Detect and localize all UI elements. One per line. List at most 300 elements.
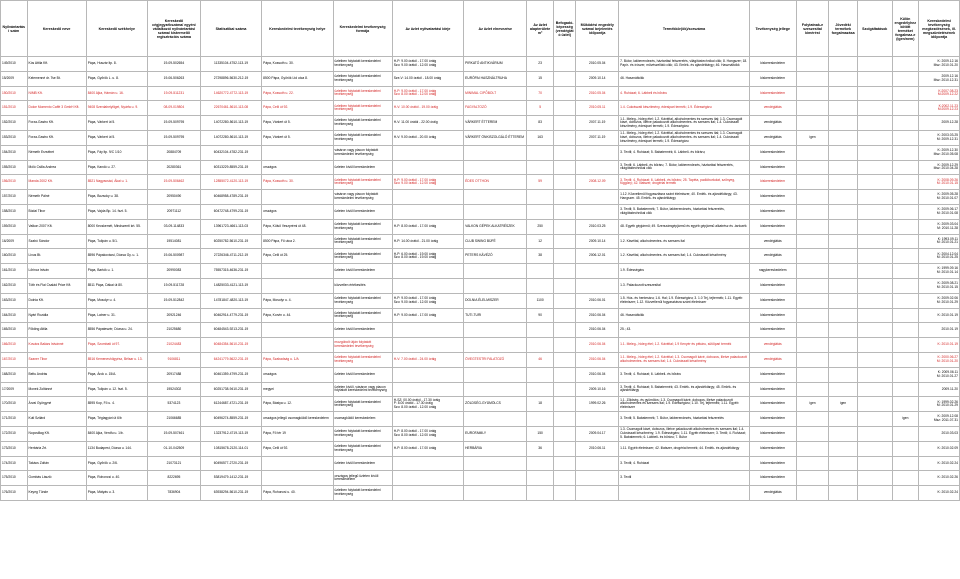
cell-dates: 2009.11.20	[919, 382, 960, 397]
cell-form: üzletben folytatott kereskedelmi tevékenység	[333, 308, 392, 323]
column-header: Kereskedelmi tevékenység megkezdésének, ill. megszüntetésének időpontja	[919, 1, 960, 57]
cell-place: Pápa, Várkert út 5.	[262, 130, 333, 145]
cell-excise	[829, 352, 858, 367]
cell-alc: igen	[796, 397, 829, 412]
cell-products: 3. Textil; 4. Ruházat	[619, 456, 750, 471]
cell-date: 2007.11.19	[576, 116, 619, 131]
cell-area: 12	[527, 234, 554, 249]
cell-seat: Pápa, Rohoncsi u. 40.	[86, 471, 147, 486]
cell-type: vendéglátás	[749, 249, 796, 264]
cell-shop: EURÓPAI HASZNÁLTRUHA	[464, 71, 527, 86]
cell-place	[262, 471, 333, 486]
cell-stat: 14825033-4121-113-19	[200, 278, 261, 293]
cell-form: üzleten kívüli kereskedelem	[333, 456, 392, 471]
cell-type: kiskereskedelem	[749, 219, 796, 234]
cell-serv	[857, 367, 892, 382]
table-row[interactable]	[1, 412, 960, 427]
cell-area: 250	[527, 219, 554, 234]
table-row[interactable]	[1, 57, 960, 72]
cell-alc	[796, 293, 829, 308]
cell-stat: 60251738-9410-231-19	[200, 382, 261, 397]
cell-seat: Pápa, Tulipán u. 12. fszt. 5.	[86, 382, 147, 397]
cell-name: Takács Zoltán	[27, 456, 86, 471]
table-row[interactable]	[1, 293, 960, 308]
cell-shop	[464, 145, 527, 160]
column-header: Külön engedélyhez kötött terméket forgalmaz-e (igen/nem)	[892, 1, 919, 57]
cell-hours: H-V: 11.00 órától - 22.00 óráig	[392, 116, 463, 131]
cell-serv	[857, 412, 892, 427]
cell-seat: 8516 Kemeneshőgyész, Bélsar u. 13.	[86, 352, 147, 367]
cell-reg: 20280361	[147, 160, 200, 175]
cell-products: 3. Textil; 5. Babatermék; 7. Bútor, lakberendezés, háztartási felszerelés	[619, 412, 750, 427]
cell-excise	[829, 116, 858, 131]
cell-date	[576, 145, 619, 160]
cell-excise	[829, 71, 858, 86]
column-header: Termékkör(ök)/sorszáma	[619, 1, 750, 57]
cell-dates: K: 2008.09.26 M: 2010.01.15	[919, 175, 960, 190]
cell-shop: DOLNIA ÉLELMISZER	[464, 293, 527, 308]
table-row[interactable]	[1, 456, 960, 471]
cell-serv	[857, 71, 892, 86]
cell-no: 164/2010	[1, 308, 28, 323]
table-row[interactable]	[1, 382, 960, 397]
cell-place: 8500 Pápa, Fő utca 2.	[262, 234, 333, 249]
cell-dates: K: 2010.02.26	[919, 471, 960, 486]
cell-cap	[553, 471, 575, 486]
cell-date: 2009.10.14	[576, 71, 619, 86]
cell-shop	[464, 456, 527, 471]
cell-special	[892, 219, 919, 234]
cell-hours: H-P: 8.00 órától - 17.00 óráig Szo: 8.00 órától - 12.00 óráig	[392, 426, 463, 441]
cell-form: csomagküldő kereskedelem	[333, 412, 392, 427]
cell-place: országos	[262, 160, 333, 175]
cell-date: 2010.06.11	[576, 441, 619, 456]
cell-stat: 11335104-4752-113-19	[200, 57, 261, 72]
cell-special	[892, 160, 919, 175]
cell-name: Szaner Tibor	[27, 352, 86, 367]
cell-stat: 60468958-4789-231-19	[200, 190, 261, 205]
table-row[interactable]	[1, 249, 960, 264]
table-body	[1, 57, 960, 501]
cell-hours: H-P: 9.00 órától - 17.00 óráig	[392, 308, 463, 323]
cell-hours: H-V: 10.00 órától - 19.00 óráig	[392, 101, 463, 116]
cell-no: 175/2010	[1, 471, 28, 486]
cell-name: Forza-Gastro Kft.	[27, 130, 86, 145]
cell-name: Németh Erzsébet	[27, 145, 86, 160]
cell-cap	[553, 219, 575, 234]
cell-form: vásáron vagy piacon folytatott kereskedelmi tevékenység	[333, 190, 392, 205]
table-row[interactable]	[1, 352, 960, 367]
cell-area: 38	[527, 249, 554, 264]
table-row[interactable]	[1, 101, 960, 116]
cell-serv	[857, 249, 892, 264]
cell-dates: K: 2010.02.24	[919, 486, 960, 501]
cell-seat: Pápa, Árok u. 15/A.	[86, 367, 147, 382]
cell-reg: 19-09-509795	[147, 130, 200, 145]
cell-reg: 19-09-502654	[147, 57, 200, 72]
cell-products: 1.1. Meleg-, hideg étel; 1.2. Kávéital; 1.9 Kenyér és pékáru, sütőipari termék	[619, 338, 750, 353]
cell-form: vásáron vagy piacon folytatott kereskedelmi tevékenység	[333, 145, 392, 160]
cell-form: üzleten kívüli kereskedelem	[333, 264, 392, 279]
cell-alc	[796, 426, 829, 441]
cell-no: 149/2010	[1, 57, 28, 72]
cell-stat: 14781847-4820-113-19	[200, 293, 261, 308]
cell-no: 17/2009	[1, 382, 28, 397]
cell-cap	[553, 145, 575, 160]
cell-special	[892, 352, 919, 367]
table-row[interactable]	[1, 367, 960, 382]
cell-alc	[796, 57, 829, 72]
cell-type: kiskereskedelem	[749, 278, 796, 293]
cell-no: 173/2010	[1, 441, 28, 456]
cell-serv	[857, 323, 892, 338]
cell-cap	[553, 190, 575, 205]
cell-dates: K: 2009.02.06 M: 2010.01.29	[919, 293, 960, 308]
cell-seat: Pápa, Győrök u. 2/6.	[86, 456, 147, 471]
cell-shop: MINIMAL CIPŐBOLT	[464, 86, 527, 101]
table-row[interactable]	[1, 308, 960, 323]
cell-date: 2008.12.09	[576, 175, 619, 190]
cell-special: igen	[892, 412, 919, 427]
cell-name: Németh Pálné	[27, 190, 86, 205]
cell-hours	[392, 486, 463, 501]
cell-date: 2009.10.16	[576, 382, 619, 397]
cell-excise	[829, 426, 858, 441]
cell-name: Valkon 2007 Kft.	[27, 219, 86, 234]
cell-form: üzletben folytatott kereskedelmi tevékenység	[333, 426, 392, 441]
cell-shop	[464, 278, 527, 293]
cell-seat: Pápa, Kandó u. 27.	[86, 160, 147, 175]
cell-serv	[857, 338, 892, 353]
table-row[interactable]	[1, 86, 960, 101]
cell-date	[576, 486, 619, 501]
table-row[interactable]	[1, 234, 960, 249]
cell-hours: H-V: 7.00 órától - 24.00 óráig	[392, 352, 463, 367]
cell-form: üzletben folytatott kereskedelmi tevékenység	[333, 441, 392, 456]
cell-form: üzleten kívüli kereskedelem	[333, 160, 392, 175]
cell-area	[527, 412, 554, 427]
cell-area: 90	[527, 308, 554, 323]
cell-special	[892, 471, 919, 486]
cell-alc	[796, 71, 829, 86]
cell-hours	[392, 204, 463, 219]
cell-alc	[796, 101, 829, 116]
cell-reg: 9106811	[147, 352, 200, 367]
cell-place	[262, 338, 333, 353]
cell-type: kiskereskedelem	[749, 308, 796, 323]
cell-products: 7. Bútor, lakberendezés, háztartási felszerelés, világítástechnikai cikk; 8. Hangszer; 18. Papír- és írószer, művészellátó cikk; 43. Emlék- és ajándéktárgy; 46. Használtcikk	[619, 57, 750, 72]
cell-special	[892, 101, 919, 116]
cell-area	[527, 382, 554, 397]
table-row[interactable]	[1, 338, 960, 353]
cell-cap	[553, 323, 575, 338]
column-header: Befogadó-képesség (vendéglátó üzlet)	[553, 1, 575, 57]
cell-hours	[392, 323, 463, 338]
cell-no: 161/2010	[1, 264, 28, 279]
cell-cap	[553, 308, 575, 323]
cell-date: 2009.04.17	[576, 426, 619, 441]
cell-name: Dolnia Kft.	[27, 293, 86, 308]
table-row[interactable]	[1, 130, 960, 145]
cell-form: üzletben folytatott kereskedelmi tevékenység	[333, 101, 392, 116]
cell-stat: 64241779-5622-231-19	[200, 352, 261, 367]
cell-area: 23	[527, 57, 554, 72]
cell-excise	[829, 57, 858, 72]
cell-special	[892, 190, 919, 205]
cell-products: 1.1. Meleg-, hideg étel; 1.2. Kávéital, alkoholmentes és szeszes ital; 1.3. Csomagolt kávé, dobozos, illetve palackozott alkoholmentes- és szeszes ital; 1.4. Cukrászati készítmény, édesipari termék; 1.9. Édességáru	[619, 130, 750, 145]
cell-form: üzletben folytatott kereskedelmi tevékenység	[333, 57, 392, 72]
cell-serv	[857, 397, 892, 412]
cell-shop	[464, 323, 527, 338]
cell-serv	[857, 130, 892, 145]
cell-shop: VÁRKERT ÖNKISZOLGÁLÓ ÉTTEREM	[464, 130, 527, 145]
cell-no: 153/2010	[1, 130, 28, 145]
cell-hours	[392, 471, 463, 486]
cell-special	[892, 308, 919, 323]
cell-special	[892, 175, 919, 190]
cell-products: 3. Textil; 4. Ruházat; 6. Lábbeli- és bőráru	[619, 367, 750, 382]
table-row[interactable]	[1, 441, 960, 456]
cell-no: 150/2010	[1, 86, 28, 101]
cell-dates: K: 2009.08.21 M: 2010.01.15	[919, 278, 960, 293]
column-header: Kereskedő székhelye	[86, 1, 147, 57]
cell-products: 25.; 43.	[619, 323, 750, 338]
cell-date: 2010.03.25	[576, 219, 619, 234]
cell-no: 176/2010	[1, 486, 28, 501]
cell-reg: 21073121	[147, 456, 200, 471]
cell-cap	[553, 264, 575, 279]
table-row[interactable]	[1, 323, 960, 338]
cell-shop	[464, 204, 527, 219]
cell-special	[892, 130, 919, 145]
cell-date: 2010.06.04	[576, 338, 619, 353]
cell-shop: FAGYALTOZÓ	[464, 101, 527, 116]
cell-date: 2010.05.11	[576, 101, 619, 116]
table-row[interactable]	[1, 397, 960, 412]
cell-shop: TUTI-TURI	[464, 308, 527, 323]
cell-dates: 2009.12.16 Msz: 2010.12.31	[919, 71, 960, 86]
cell-serv	[857, 352, 892, 367]
cell-products: 1.4. Cukrászati készítmény, édesipari termék; 1.9. Édességáru	[619, 101, 750, 116]
cell-date: 1999.02.26	[576, 397, 619, 412]
cell-special	[892, 367, 919, 382]
header-row	[1, 1, 960, 57]
cell-cap	[553, 204, 575, 219]
cell-form: üzletben folytatott kereskedelmi tevékenység	[333, 397, 392, 412]
cell-place: Pápa, Mosolyr u. 4.	[262, 293, 333, 308]
cell-name: Kelemenné dr. Tse Bt.	[27, 71, 86, 86]
cell-special	[892, 293, 919, 308]
table-row[interactable]	[1, 145, 960, 160]
column-header: Az üzlet nyitvatartási ideje	[392, 1, 463, 57]
cell-area	[527, 190, 554, 205]
cell-shop: PIRKATÓ ANTIKVÁRIUM	[464, 57, 527, 72]
cell-area: 1100	[527, 293, 554, 308]
cell-seat: Pápa, Latner u. 31.	[86, 308, 147, 323]
cell-name: Lőrincz István	[27, 264, 86, 279]
cell-dates: K: 2004.12.04 M: 2010.01.25	[919, 249, 960, 264]
cell-cap	[553, 160, 575, 175]
cell-date	[576, 412, 619, 427]
cell-date: 2006.12.01	[576, 249, 619, 264]
cell-area: 46	[527, 352, 554, 367]
cell-stat: 60250782-5610-231-19	[200, 234, 261, 249]
cell-form: üzleten kívüli, vásáron vagy piacon folytatott kereskedelmi tevékenység	[333, 382, 392, 397]
cell-excise	[829, 190, 858, 205]
cell-date: 2010.06.04	[576, 308, 619, 323]
cell-date: 2010.06.04	[576, 367, 619, 382]
cell-excise	[829, 86, 858, 101]
table-row[interactable]	[1, 71, 960, 86]
cell-products: 1.9. Édességáru	[619, 264, 750, 279]
cell-stat: 61244687-4721-231-19	[200, 397, 261, 412]
cell-special	[892, 57, 919, 72]
cell-dates: K:2007.08.23 M:2009.12.22	[919, 86, 960, 101]
cell-serv	[857, 234, 892, 249]
cell-cap	[553, 382, 575, 397]
cell-excise	[829, 456, 858, 471]
cell-area: 83	[527, 116, 554, 131]
cell-area: 59	[527, 175, 554, 190]
cell-stat: 14620772-4772-113-19	[200, 86, 261, 101]
table-row[interactable]	[1, 219, 960, 234]
cell-form: közvetlen értékesítés	[333, 278, 392, 293]
cell-place: Pápa, Várkert út 5.	[262, 116, 333, 131]
cell-form: üzletben folytatott kereskedelmi tevékenység	[333, 175, 392, 190]
table-row[interactable]	[1, 116, 960, 131]
cell-alc	[796, 412, 829, 427]
column-header: Kereskedelmi tevékenység formája	[333, 1, 392, 57]
cell-seat: 8521 Nagyacsád, Ákai u. 1.	[86, 175, 147, 190]
cell-products: 3. Textil; 5. Babatermék; 7. Bútor, lakberendezés, háztartási felszerelés, világítástechnikai cikk	[619, 204, 750, 219]
cell-hours: H-P: 14.00 órától - 21.00 óráig	[392, 234, 463, 249]
cell-dates: K: 2009.05.28 M: 2010.01.07	[919, 190, 960, 205]
column-header: Működési engedély száma/ bejelentés időpontja	[576, 1, 619, 57]
cell-hours: H-P: 9.00 órától - 17.00 óráig Szo: 9.00 órától - 12.00 óráig	[392, 175, 463, 190]
cell-alc	[796, 86, 829, 101]
cell-alc	[796, 323, 829, 338]
cell-date: 2010.06.04	[576, 352, 619, 367]
cell-place: Pápa, Celli út 92.	[262, 101, 333, 116]
cell-cap	[553, 367, 575, 382]
cell-shop	[464, 382, 527, 397]
cell-no: 156/2010	[1, 175, 28, 190]
cell-type: kiskereskedelem	[749, 293, 796, 308]
cell-place: országos	[262, 367, 333, 382]
cell-serv	[857, 145, 892, 160]
cell-no: 174/2010	[1, 456, 28, 471]
cell-excise	[829, 338, 858, 353]
cell-form: üzletben folytatott kereskedelmi tevékenység	[333, 486, 392, 501]
cell-hours	[392, 382, 463, 397]
cell-serv	[857, 101, 892, 116]
cell-hours: H-P: 8.00 órától - 17.00 óráig	[392, 441, 463, 456]
cell-dates: K: 2009.12.16 Msz: 2010.01.20	[919, 57, 960, 72]
cell-hours	[392, 456, 463, 471]
cell-place: Pápa, Fő tér 19	[262, 426, 333, 441]
cell-dates: K: 2010.01.19	[919, 308, 960, 323]
cell-dates: K: 2000.06.27 M: 2010.01.20	[919, 352, 960, 367]
cell-excise	[829, 486, 858, 501]
column-header: Tevékenység jellege	[749, 1, 796, 57]
cell-no: 163/2010	[1, 293, 28, 308]
cell-no: 160/2010	[1, 249, 28, 264]
cell-no: 159/2010	[1, 219, 28, 234]
table-row[interactable]	[1, 471, 960, 486]
cell-cap	[553, 249, 575, 264]
cell-reg: 5374123	[147, 397, 200, 412]
cell-type: kiskereskedelem	[749, 175, 796, 190]
cell-date	[576, 278, 619, 293]
cell-special	[892, 278, 919, 293]
cell-stat: 14072280-5610-113-19	[200, 130, 261, 145]
cell-special	[892, 426, 919, 441]
cell-area: 150	[527, 426, 554, 441]
table-row[interactable]	[1, 278, 960, 293]
cell-place: Pápa, Celli út 92.	[262, 441, 333, 456]
cell-place	[262, 264, 333, 279]
cell-area	[527, 145, 554, 160]
table-row[interactable]	[1, 175, 960, 190]
column-header: Nyilvántartási szám	[1, 1, 28, 57]
cell-stat: 60496274-8559-231-19	[200, 412, 261, 427]
cell-cap	[553, 86, 575, 101]
cell-seat: Pápa, Fáy ltp. 9/C 1/10	[86, 145, 147, 160]
cell-form: üzletben folytatott kereskedelmi tevékenység	[333, 219, 392, 234]
table-row[interactable]	[1, 486, 960, 501]
cell-form: üzleten kívüli kereskedelem	[333, 367, 392, 382]
cell-date	[576, 190, 619, 205]
cell-form: országos jellegű üzleten kívüli kereskedelem	[333, 471, 392, 486]
cell-stat: 14072280-5610-113-19	[200, 116, 261, 131]
cell-no: 15/2009	[1, 71, 28, 86]
table-row[interactable]	[1, 160, 960, 175]
cell-cap	[553, 486, 575, 501]
cell-place	[262, 190, 333, 205]
cell-alc	[796, 278, 829, 293]
cell-cap	[553, 234, 575, 249]
cell-no: 16/2009	[1, 234, 28, 249]
table-row[interactable]	[1, 204, 960, 219]
cell-shop: HERBÁRIA	[464, 441, 527, 456]
table-row[interactable]	[1, 264, 960, 279]
cell-serv	[857, 86, 892, 101]
cell-stat: 75557315-4636-231-19	[200, 264, 261, 279]
column-header: Kereskedelmi tevékenység helye	[262, 1, 333, 57]
cell-shop: ÖVEGTESTRI FALATOZÓ	[464, 352, 527, 367]
cell-stat: 60484543-9213-231-19	[200, 323, 261, 338]
table-row[interactable]	[1, 190, 960, 205]
column-header: Az üzlet elnevezése	[464, 1, 527, 57]
cell-hours: H-P: 9.00 órától - 17.00 óráig Szo: 8.00 órától - 12.00 óráig	[392, 86, 463, 101]
cell-excise	[829, 308, 858, 323]
cell-excise	[829, 278, 858, 293]
cell-excise	[829, 219, 858, 234]
cell-alc	[796, 367, 829, 382]
cell-place: országos jellegű csomagküldő kereskedelem	[262, 412, 333, 427]
cell-type: kiskereskedelem	[749, 382, 796, 397]
cell-seat: 8400 Ajka, Verdfu u. 1/b.	[86, 426, 147, 441]
cell-type: kiskereskedelem	[749, 367, 796, 382]
cell-date: 2009.10.14	[576, 234, 619, 249]
cell-excise	[829, 249, 858, 264]
table-row[interactable]	[1, 426, 960, 441]
cell-dates: K: 1993.09.11 M: 2010.01.21	[919, 234, 960, 249]
cell-special	[892, 249, 919, 264]
cell-area: 18	[527, 397, 554, 412]
cell-name: Bódai Tibor	[27, 204, 86, 219]
cell-alc	[796, 382, 829, 397]
